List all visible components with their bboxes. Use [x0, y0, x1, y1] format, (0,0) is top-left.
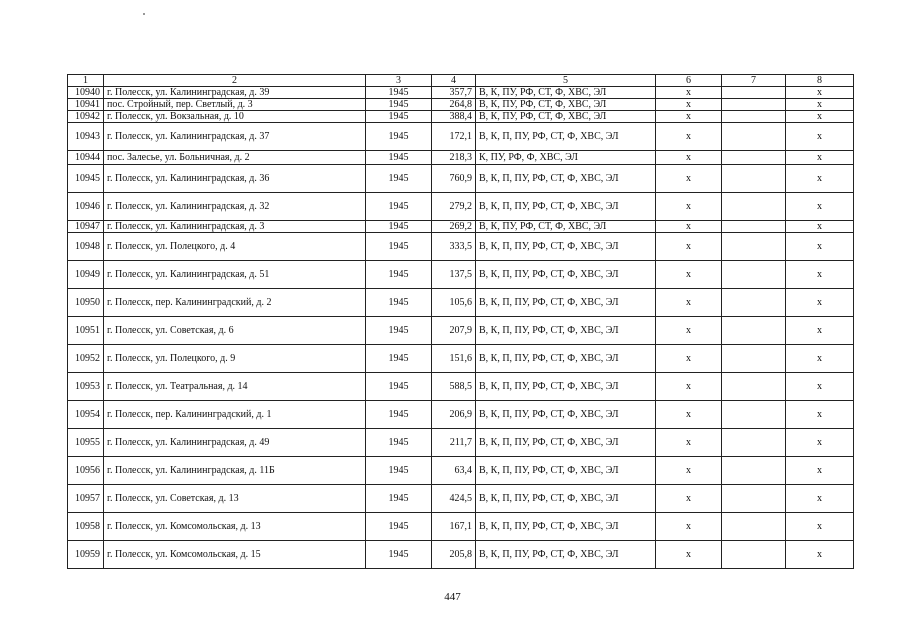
area-cell: 424,5 [432, 485, 476, 513]
table-row [68, 261, 854, 289]
utilities-cell: В, К, П, ПУ, РФ, СТ, Ф, ХВС, ЭЛ [476, 541, 656, 569]
column-8-cell: х [786, 345, 854, 373]
scan-speck [143, 13, 145, 15]
year-cell: 1945 [366, 345, 432, 373]
utilities-cell: В, К, П, ПУ, РФ, СТ, Ф, ХВС, ЭЛ [476, 401, 656, 429]
year-cell: 1945 [366, 151, 432, 165]
area-cell: 137,5 [432, 261, 476, 289]
column-6-cell: х [656, 111, 722, 123]
column-8-cell: х [786, 261, 854, 289]
column-7-cell [722, 151, 786, 165]
column-8-cell: х [786, 87, 854, 99]
utilities-cell: В, К, П, ПУ, РФ, СТ, Ф, ХВС, ЭЛ [476, 345, 656, 373]
table-row [68, 193, 854, 221]
year-cell: 1945 [366, 193, 432, 221]
utilities-cell: В, К, П, ПУ, РФ, СТ, Ф, ХВС, ЭЛ [476, 165, 656, 193]
header-cell: 3 [366, 75, 432, 87]
column-6-cell: х [656, 123, 722, 151]
year-cell: 1945 [366, 401, 432, 429]
utilities-cell: В, К, П, ПУ, РФ, СТ, Ф, ХВС, ЭЛ [476, 513, 656, 541]
column-6-cell: х [656, 165, 722, 193]
column-8-cell: х [786, 123, 854, 151]
item-number: 10948 [68, 233, 104, 261]
utilities-cell: В, К, П, ПУ, РФ, СТ, Ф, ХВС, ЭЛ [476, 289, 656, 317]
item-number: 10941 [68, 99, 104, 111]
column-7-cell [722, 221, 786, 233]
column-8-cell: х [786, 151, 854, 165]
address-cell: г. Полесск, ул. Калининградская, д. 51 [104, 261, 366, 289]
table-row [68, 485, 854, 513]
utilities-cell: В, К, П, ПУ, РФ, СТ, Ф, ХВС, ЭЛ [476, 233, 656, 261]
area-cell: 206,9 [432, 401, 476, 429]
utilities-cell: В, К, П, ПУ, РФ, СТ, Ф, ХВС, ЭЛ [476, 373, 656, 401]
table-row [68, 151, 854, 165]
table-row [68, 429, 854, 457]
address-cell: пос. Стройный, пер. Светлый, д. 3 [104, 99, 366, 111]
column-6-cell: х [656, 261, 722, 289]
column-6-cell: х [656, 233, 722, 261]
area-cell: 211,7 [432, 429, 476, 457]
column-8-cell: х [786, 165, 854, 193]
year-cell: 1945 [366, 221, 432, 233]
column-7-cell [722, 289, 786, 317]
area-cell: 760,9 [432, 165, 476, 193]
column-7-cell [722, 429, 786, 457]
header-cell: 8 [786, 75, 854, 87]
item-number: 10956 [68, 457, 104, 485]
utilities-cell: В, К, ПУ, РФ, СТ, Ф, ХВС, ЭЛ [476, 111, 656, 123]
area-cell: 172,1 [432, 123, 476, 151]
column-6-cell: х [656, 193, 722, 221]
address-cell: г. Полесск, ул. Калининградская, д. 49 [104, 429, 366, 457]
area-cell: 151,6 [432, 345, 476, 373]
item-number: 10951 [68, 317, 104, 345]
item-number: 10952 [68, 345, 104, 373]
year-cell: 1945 [366, 317, 432, 345]
table-row [68, 123, 854, 151]
year-cell: 1945 [366, 123, 432, 151]
column-8-cell: х [786, 513, 854, 541]
column-6-cell: х [656, 317, 722, 345]
utilities-cell: К, ПУ, РФ, Ф, ХВС, ЭЛ [476, 151, 656, 165]
column-8-cell: х [786, 99, 854, 111]
year-cell: 1945 [366, 429, 432, 457]
item-number: 10947 [68, 221, 104, 233]
address-cell: г. Полесск, ул. Калининградская, д. 36 [104, 165, 366, 193]
utilities-cell: В, К, П, ПУ, РФ, СТ, Ф, ХВС, ЭЛ [476, 485, 656, 513]
area-cell: 167,1 [432, 513, 476, 541]
address-cell: г. Полесск, ул. Калининградская, д. 39 [104, 87, 366, 99]
table-row [68, 87, 854, 99]
column-7-cell [722, 87, 786, 99]
area-cell: 218,3 [432, 151, 476, 165]
header-cell: 2 [104, 75, 366, 87]
table-row [68, 541, 854, 569]
address-cell: г. Полесск, ул. Полецкого, д. 4 [104, 233, 366, 261]
table-row [68, 221, 854, 233]
item-number: 10955 [68, 429, 104, 457]
item-number: 10944 [68, 151, 104, 165]
area-cell: 207,9 [432, 317, 476, 345]
column-6-cell: х [656, 87, 722, 99]
column-8-cell: х [786, 193, 854, 221]
item-number: 10954 [68, 401, 104, 429]
column-8-cell: х [786, 541, 854, 569]
column-8-cell: х [786, 221, 854, 233]
item-number: 10940 [68, 87, 104, 99]
year-cell: 1945 [366, 165, 432, 193]
column-7-cell [722, 123, 786, 151]
column-6-cell: х [656, 373, 722, 401]
register-table [67, 74, 854, 569]
column-6-cell: х [656, 513, 722, 541]
utilities-cell: В, К, П, ПУ, РФ, СТ, Ф, ХВС, ЭЛ [476, 429, 656, 457]
utilities-cell: В, К, П, ПУ, РФ, СТ, Ф, ХВС, ЭЛ [476, 123, 656, 151]
column-6-cell: х [656, 221, 722, 233]
year-cell: 1945 [366, 513, 432, 541]
column-7-cell [722, 111, 786, 123]
address-cell: г. Полесск, ул. Советская, д. 6 [104, 317, 366, 345]
address-cell: г. Полесск, ул. Комсомольская, д. 13 [104, 513, 366, 541]
column-6-cell: х [656, 99, 722, 111]
address-cell: пос. Залесье, ул. Больничная, д. 2 [104, 151, 366, 165]
year-cell: 1945 [366, 485, 432, 513]
header-cell: 5 [476, 75, 656, 87]
utilities-cell: В, К, ПУ, РФ, СТ, Ф, ХВС, ЭЛ [476, 221, 656, 233]
column-8-cell: х [786, 317, 854, 345]
item-number: 10949 [68, 261, 104, 289]
utilities-cell: В, К, П, ПУ, РФ, СТ, Ф, ХВС, ЭЛ [476, 317, 656, 345]
utilities-cell: В, К, П, ПУ, РФ, СТ, Ф, ХВС, ЭЛ [476, 193, 656, 221]
area-cell: 333,5 [432, 233, 476, 261]
column-7-cell [722, 541, 786, 569]
year-cell: 1945 [366, 541, 432, 569]
column-8-cell: х [786, 289, 854, 317]
utilities-cell: В, К, П, ПУ, РФ, СТ, Ф, ХВС, ЭЛ [476, 457, 656, 485]
column-7-cell [722, 457, 786, 485]
column-7-cell [722, 233, 786, 261]
area-cell: 357,7 [432, 87, 476, 99]
header-row [68, 75, 854, 87]
area-cell: 205,8 [432, 541, 476, 569]
utilities-cell: В, К, ПУ, РФ, СТ, Ф, ХВС, ЭЛ [476, 87, 656, 99]
table-row [68, 99, 854, 111]
year-cell: 1945 [366, 289, 432, 317]
table-row [68, 401, 854, 429]
year-cell: 1945 [366, 233, 432, 261]
year-cell: 1945 [366, 111, 432, 123]
address-cell: г. Полесск, ул. Калининградская, д. 3 [104, 221, 366, 233]
column-7-cell [722, 345, 786, 373]
year-cell: 1945 [366, 373, 432, 401]
header-cell: 1 [68, 75, 104, 87]
address-cell: г. Полесск, ул. Вокзальная, д. 10 [104, 111, 366, 123]
item-number: 10953 [68, 373, 104, 401]
column-8-cell: х [786, 233, 854, 261]
item-number: 10942 [68, 111, 104, 123]
item-number: 10957 [68, 485, 104, 513]
column-6-cell: х [656, 151, 722, 165]
address-cell: г. Полесск, ул. Комсомольская, д. 15 [104, 541, 366, 569]
column-7-cell [722, 261, 786, 289]
item-number: 10958 [68, 513, 104, 541]
item-number: 10943 [68, 123, 104, 151]
column-7-cell [722, 99, 786, 111]
header-cell: 7 [722, 75, 786, 87]
column-7-cell [722, 165, 786, 193]
column-6-cell: х [656, 289, 722, 317]
address-cell: г. Полесск, пер. Калининградский, д. 2 [104, 289, 366, 317]
column-6-cell: х [656, 485, 722, 513]
column-6-cell: х [656, 345, 722, 373]
item-number: 10945 [68, 165, 104, 193]
column-7-cell [722, 193, 786, 221]
table-row [68, 373, 854, 401]
page-number: 447 [444, 591, 461, 603]
table-row [68, 513, 854, 541]
column-6-cell: х [656, 541, 722, 569]
column-6-cell: х [656, 401, 722, 429]
table-row [68, 457, 854, 485]
table-row [68, 233, 854, 261]
header-cell: 6 [656, 75, 722, 87]
year-cell: 1945 [366, 99, 432, 111]
year-cell: 1945 [366, 261, 432, 289]
address-cell: г. Полесск, пер. Калининградский, д. 1 [104, 401, 366, 429]
table-row [68, 165, 854, 193]
year-cell: 1945 [366, 457, 432, 485]
column-6-cell: х [656, 429, 722, 457]
year-cell: 1945 [366, 87, 432, 99]
column-8-cell: х [786, 111, 854, 123]
area-cell: 588,5 [432, 373, 476, 401]
utilities-cell: В, К, П, ПУ, РФ, СТ, Ф, ХВС, ЭЛ [476, 261, 656, 289]
item-number: 10946 [68, 193, 104, 221]
table-row [68, 289, 854, 317]
area-cell: 264,8 [432, 99, 476, 111]
column-7-cell [722, 485, 786, 513]
table-row [68, 111, 854, 123]
header-cell: 4 [432, 75, 476, 87]
table-row [68, 317, 854, 345]
area-cell: 63,4 [432, 457, 476, 485]
area-cell: 279,2 [432, 193, 476, 221]
area-cell: 269,2 [432, 221, 476, 233]
column-6-cell: х [656, 457, 722, 485]
item-number: 10959 [68, 541, 104, 569]
address-cell: г. Полесск, ул. Калининградская, д. 37 [104, 123, 366, 151]
utilities-cell: В, К, ПУ, РФ, СТ, Ф, ХВС, ЭЛ [476, 99, 656, 111]
column-8-cell: х [786, 373, 854, 401]
column-8-cell: х [786, 429, 854, 457]
address-cell: г. Полесск, ул. Театральная, д. 14 [104, 373, 366, 401]
address-cell: г. Полесск, ул. Советская, д. 13 [104, 485, 366, 513]
address-cell: г. Полесск, ул. Полецкого, д. 9 [104, 345, 366, 373]
column-7-cell [722, 401, 786, 429]
item-number: 10950 [68, 289, 104, 317]
column-8-cell: х [786, 457, 854, 485]
address-cell: г. Полесск, ул. Калининградская, д. 32 [104, 193, 366, 221]
area-cell: 105,6 [432, 289, 476, 317]
column-8-cell: х [786, 485, 854, 513]
column-7-cell [722, 513, 786, 541]
column-7-cell [722, 317, 786, 345]
table-row [68, 345, 854, 373]
area-cell: 388,4 [432, 111, 476, 123]
address-cell: г. Полесск, ул. Калининградская, д. 11Б [104, 457, 366, 485]
column-8-cell: х [786, 401, 854, 429]
column-7-cell [722, 373, 786, 401]
